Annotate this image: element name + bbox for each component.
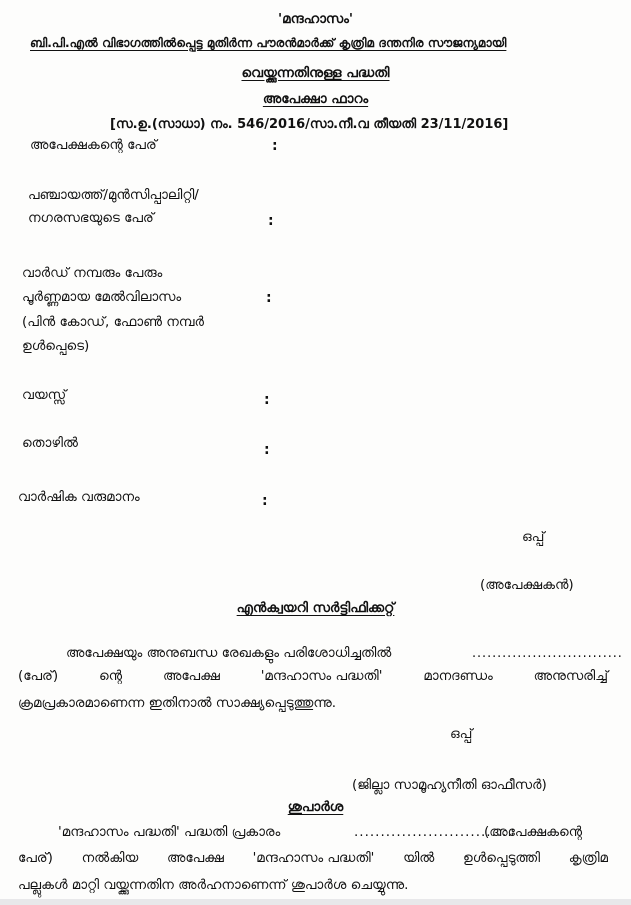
recommendation-line1-end: (അപേക്ഷകന്റെ [484, 824, 583, 840]
field-colon-panchayat: : [268, 213, 274, 229]
field-colon-income: : [262, 493, 268, 509]
enquiry-line2-word: അപേക്ഷ [162, 668, 220, 684]
officer-signature-label: ഒപ്പ് [450, 726, 473, 742]
enquiry-line2-word: ന്റെ [99, 668, 123, 684]
recommendation-line2-word: ഉൾപ്പെടുത്തി [463, 850, 541, 866]
field-label-age: വയസ്സ് [22, 387, 67, 403]
form-title: അപേക്ഷാ ഫാറം [262, 91, 369, 107]
field-colon-applicant-name: : [272, 138, 278, 154]
scheme-title: 'മന്ദഹാസം' [277, 11, 354, 27]
field-label-income: വാർഷിക വരുമാനം [18, 489, 140, 505]
enquiry-certificate-title: എൻക്വയറി സർട്ടിഫിക്കറ്റ് [236, 600, 395, 616]
enquiry-line1: അപേക്ഷയും അനുബന്ധ രേഖകളും പരിശോധിച്ചതിൽ [66, 645, 392, 661]
recommendation-line2-word: പേര്) [18, 850, 53, 866]
field-label-panchayat-line2: നഗരസഭയുടെ പേര് [28, 210, 154, 226]
enquiry-name-blank: .............................. [472, 645, 623, 661]
recommendation-line2-word: 'മന്ദഹാസം പദ്ധതി' [252, 850, 375, 866]
field-colon-address: : [266, 290, 272, 306]
enquiry-line2-word: 'മന്ദഹാസം പദ്ധതി' [260, 668, 383, 684]
field-label-ward-line3: (പിൻ കോഡ്, ഫോൺ നമ്പർ [22, 314, 205, 330]
officer-designation: (ജില്ലാ സാമൂഹ്യനീതി ഓഫീസർ) [352, 777, 547, 793]
field-label-occupation: തൊഴിൽ [22, 435, 78, 451]
field-label-ward-line4: ഉൾപ്പെടെ) [22, 338, 90, 354]
applicant-role-label: (അപേക്ഷകൻ) [480, 577, 574, 593]
recommendation-line2-word: കൃത്രിമ [568, 850, 608, 866]
enquiry-line2-word: മാനദണ്ഡം [423, 668, 493, 684]
recommendation-title: ശുപാർശ [287, 799, 344, 815]
field-label-ward-line1: വാർഡ് നമ്പരും പേരും [22, 265, 163, 281]
recommendation-name-blank: .............................. [354, 824, 513, 840]
recommendation-line2-word: യിൽ [403, 850, 435, 866]
order-reference: [സ.ഉ.(സാധാ) നം. 546/2016/സാ.നീ.വ തീയതി 23/11/2016] [110, 117, 509, 132]
enquiry-line2-word: അനുസരിച്ച് [533, 668, 608, 684]
recommendation-line3: പല്ലുകൾ മാറ്റി വയ്ക്കുന്നതിന അർഹനാണെന്ന് ശുപാർശ ചെയ്യുന്നു. [18, 877, 409, 893]
field-label-panchayat-line1: പഞ്ചായത്ത്/മുൻസിപ്പാലിറ്റി/ [28, 187, 199, 203]
scheme-description-line2: വെയ്ക്കുന്നതിനുള്ള പദ്ധതി [241, 65, 390, 81]
scheme-description-line1: ബി.പി.എൽ വിഭാഗത്തിൽപ്പെട്ട മുതിർന്ന പൗരൻമാർക്ക് കൃത്രിമ ദന്തനിര സൗജന്യമായി [30, 36, 507, 50]
recommendation-line2-word: നൽകിയ [81, 850, 139, 866]
field-label-applicant-name: അപേക്ഷകന്റെ പേര് [30, 137, 157, 153]
recommendation-line1-start: 'മന്ദഹാസം പദ്ധതി' പദ്ധതി പ്രകാരം [58, 824, 281, 840]
field-label-ward-line2: പൂർണ്ണമായ മേൽവിലാസം [22, 289, 182, 305]
page-bottom-edge [0, 899, 631, 905]
field-colon-age: : [264, 392, 270, 408]
enquiry-line2-word: (പേര്) [18, 668, 59, 684]
recommendation-line2 [18, 849, 608, 867]
enquiry-line3: ക്രമപ്രകാരമാണെന്ന ഇതിനാൽ സാക്ഷ്യപ്പെടുത്തുന്നു. [18, 695, 337, 711]
recommendation-line2-word: അപേക്ഷ [167, 850, 224, 866]
field-colon-occupation: : [264, 442, 270, 458]
enquiry-line2 [18, 667, 608, 685]
applicant-signature-label: ഒപ്പ് [522, 529, 545, 545]
